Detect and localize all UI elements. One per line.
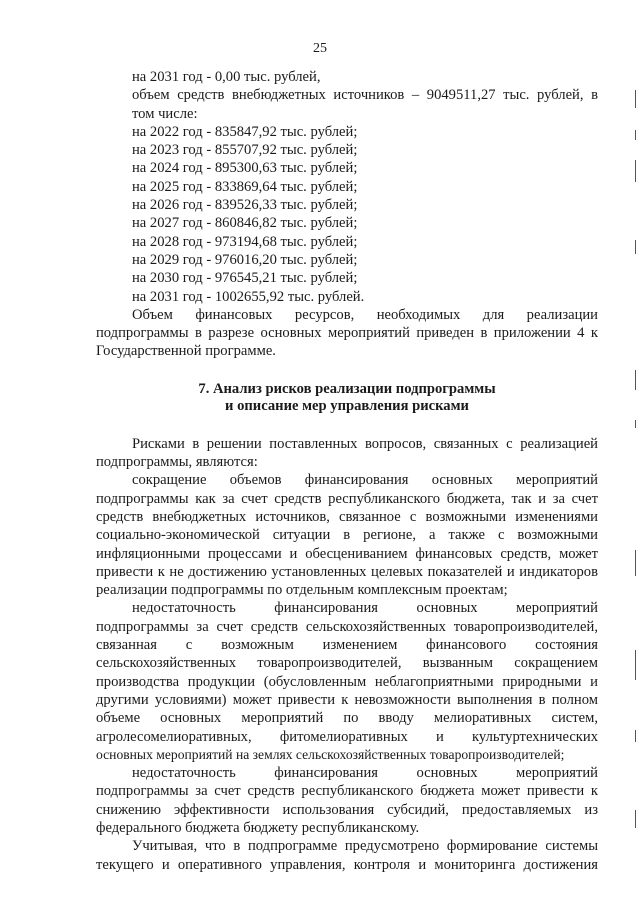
text-line: федерального бюджета бюджету республиканскому. — [96, 819, 420, 836]
text-line: подпрограммы в разрезе основных мероприятий приведен в приложении 4 к — [96, 325, 598, 342]
text-line: социально-экономической ситуации в регионе, а также с возможными — [96, 527, 598, 544]
text-line: на 2023 год - 855707,92 тыс. рублей; — [132, 142, 358, 159]
section-heading-line: и описание мер управления рисками — [225, 397, 469, 414]
risk-paragraph-2 — [96, 599, 598, 764]
scan-mark — [635, 160, 636, 182]
scan-mark — [635, 650, 636, 680]
text-line: подпрограммы за счет средств республиканского бюджета может привести к — [96, 783, 598, 800]
document-body — [96, 68, 598, 874]
scan-mark — [635, 730, 636, 742]
text-line: производства продукции (обусловленным неблагоприятными природными и — [96, 673, 598, 690]
risk-paragraph-1 — [96, 471, 598, 599]
text-line: на 2031 год - 1002655,92 тыс. рублей. — [132, 288, 365, 305]
scan-mark — [635, 370, 636, 390]
text-line: Учитывая, что в подпрограмме предусмотрено формирование системы — [132, 838, 598, 855]
text-line: привести к не достижению установленных целевых показателей и индикаторов — [96, 563, 598, 580]
text-line: снижению эффективности использования субсидий, предоставляемых из — [96, 801, 598, 818]
text-line: другими условиями) может привести к невозможности выполнения в полном — [96, 691, 598, 708]
section-heading — [96, 381, 598, 415]
text-line: основных мероприятий на землях сельскохозяйственных товаропроизводителей; — [96, 746, 565, 762]
text-line: инфляционными процессами и обесцениванием финансовых средств, может — [96, 545, 598, 562]
text-line: недостаточность финансирования основных мероприятий — [132, 600, 598, 617]
scan-mark — [635, 810, 636, 828]
closing-paragraph — [96, 837, 598, 874]
text-line: том числе: — [132, 105, 198, 122]
text-line: подпрограммы за счет средств сельскохозяйственных товаропроизводителей, — [96, 618, 598, 635]
scan-mark — [635, 420, 636, 428]
text-line: объеме основных мероприятий по вводу мелиоративных систем, — [96, 710, 598, 727]
scan-mark — [635, 130, 636, 140]
risk-paragraph-3 — [96, 764, 598, 837]
scan-margin-marks — [630, 90, 636, 870]
text-line: объем средств внебюджетных источников – 9049511,27 тыс. рублей, в — [132, 87, 598, 104]
text-line: средств внебюджетных источников, связанное с возможными изменениями — [96, 508, 598, 525]
text-line: Государственной программе. — [96, 343, 276, 360]
text-line: агролесомелиоративных, фитомелиоративных и культуртехнических — [96, 728, 598, 745]
text-line: на 2027 год - 860846,82 тыс. рублей; — [132, 215, 358, 232]
text-line: на 2025 год - 833869,64 тыс. рублей; — [132, 178, 358, 195]
section-heading-line: 7. Анализ рисков реализации подпрограммы — [198, 380, 496, 397]
text-line: на 2030 год - 976545,21 тыс. рублей; — [132, 270, 358, 287]
page-number: 25 — [313, 41, 327, 56]
text-line: подпрограммы как за счет средств республиканского бюджета, так и за счет — [96, 490, 598, 507]
text-line: на 2026 год - 839526,33 тыс. рублей; — [132, 197, 358, 214]
text-line: Объем финансовых ресурсов, необходимых для реализации — [132, 306, 598, 323]
scan-mark — [635, 90, 636, 108]
text-line: реализации подпрограммы по отдельным комплексным проектам; — [96, 582, 508, 599]
text-line: связанная с возможным изменением финансового состояния — [96, 637, 598, 654]
text-line: текущего и оперативного управления, контроля и мониторинга достижения — [96, 856, 598, 873]
text-line: на 2028 год - 973194,68 тыс. рублей; — [132, 233, 358, 250]
text-line: на 2024 год - 895300,63 тыс. рублей; — [132, 160, 358, 177]
text-line: сокращение объемов финансирования основных мероприятий — [132, 472, 598, 489]
text-line: на 2022 год - 835847,92 тыс. рублей; — [132, 123, 358, 140]
text-line: Рисками в решении поставленных вопросов, связанных с реализацией — [132, 435, 598, 452]
text-line: на 2031 год - 0,00 тыс. рублей, — [132, 69, 321, 85]
volume-paragraph — [96, 306, 598, 361]
scan-mark — [635, 240, 636, 254]
text-line: сельскохозяйственных товаропроизводителей, вызванным сокращением — [96, 655, 598, 672]
risks-intro-paragraph — [96, 435, 598, 472]
scan-mark — [635, 550, 636, 576]
text-line: подпрограммы, являются: — [96, 454, 258, 471]
text-line: недостаточность финансирования основных мероприятий — [132, 765, 598, 782]
text-line: на 2029 год - 976016,20 тыс. рублей; — [132, 251, 358, 268]
